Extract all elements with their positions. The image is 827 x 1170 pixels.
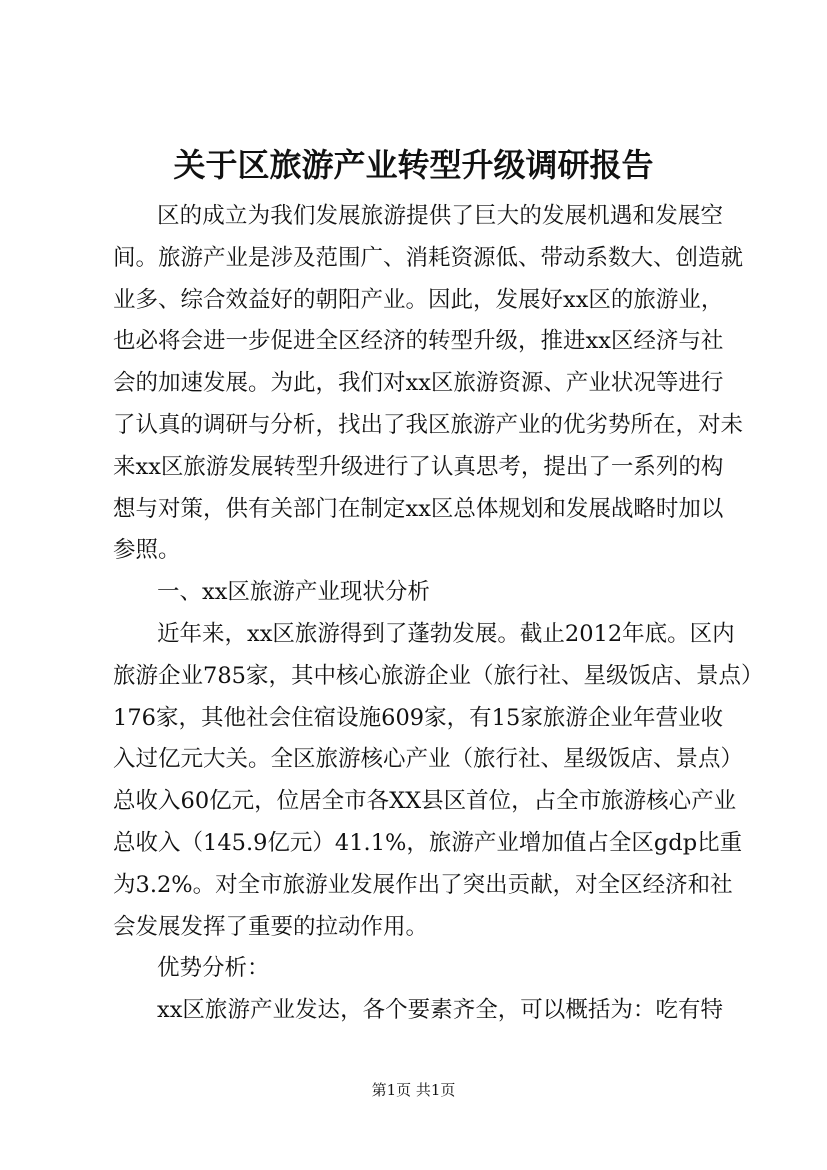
paragraph-line: 业多、综合效益好的朝阳产业。因此，发展好xx区的旅游业， bbox=[113, 286, 724, 313]
paragraph-line: 为3.2%。对全市旅游业发展作出了突出贡献，对全区经济和社 bbox=[113, 871, 733, 898]
paragraph-line: 想与对策，供有关部门在制定xx区总体规划和发展战略时加以 bbox=[113, 495, 724, 522]
paragraph-line: 近年来，xx区旅游得到了蓬勃发展。截止2012年底。区内 bbox=[157, 620, 735, 647]
paragraph-line: 会发展发挥了重要的拉动作用。 bbox=[113, 913, 429, 940]
paragraph-line: 会的加速发展。为此，我们对xx区旅游资源、产业状况等进行 bbox=[113, 370, 724, 397]
paragraph-line: 总收入60亿元，位居全市各XX县区首位，占全市旅游核心产业 bbox=[113, 788, 737, 815]
paragraph-line: 来xx区旅游发展转型升级进行了认真思考，提出了一系列的构 bbox=[113, 453, 724, 480]
document-title: 关于区旅游产业转型升级调研报告 bbox=[173, 146, 654, 184]
paragraph-line: 也必将会进一步促进全区经济的转型升级，推进xx区经济与社 bbox=[113, 328, 724, 355]
subsection-heading: 优势分析： bbox=[157, 955, 270, 982]
document-body bbox=[113, 196, 764, 1032]
paragraph-line: xx区旅游产业发达，各个要素齐全，可以概括为：吃有特 bbox=[157, 997, 723, 1024]
paragraph-line: 总收入（145.9亿元）41.1%，旅游产业增加值占全区gdp比重 bbox=[113, 829, 743, 856]
paragraph-line: 旅游企业785家，其中核心旅游企业（旅行社、星级饭店、景点） bbox=[113, 662, 764, 689]
page-number-footer: 第1页 共1页 bbox=[371, 1081, 456, 1099]
paragraph-line: 了认真的调研与分析，找出了我区旅游产业的优劣势所在，对未 bbox=[113, 411, 744, 438]
paragraph-line: 间。旅游产业是涉及范围广、消耗资源低、带动系数大、创造就 bbox=[113, 244, 744, 271]
paragraph-line: 入过亿元大关。全区旅游核心产业（旅行社、星级饭店、景点） bbox=[113, 746, 744, 773]
paragraph-line: 176家，其他社会住宿设施609家，有15家旅游企业年营业收 bbox=[113, 704, 723, 731]
paragraph-line: 区的成立为我们发展旅游提供了巨大的发展机遇和发展空 bbox=[157, 203, 723, 229]
section-heading: 一、xx区旅游产业现状分析 bbox=[157, 579, 430, 606]
paragraph-line: 参照。 bbox=[113, 537, 181, 564]
